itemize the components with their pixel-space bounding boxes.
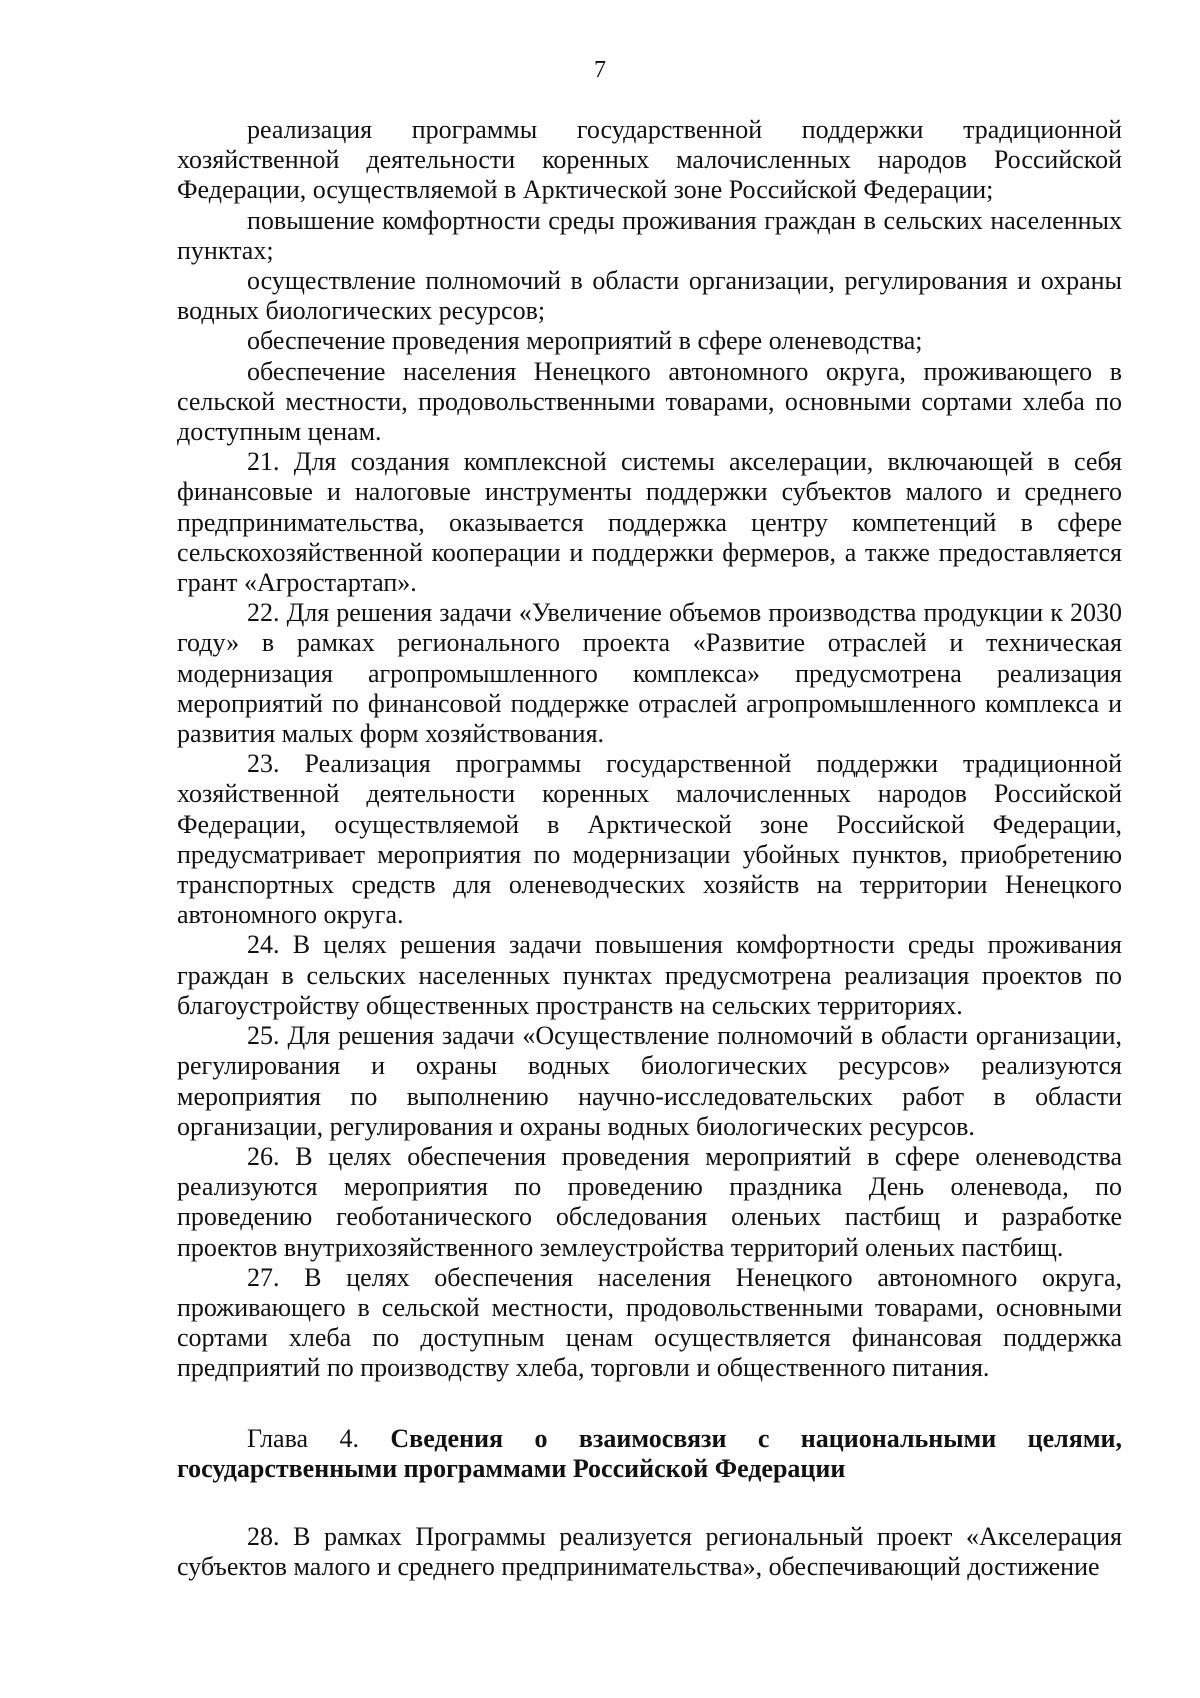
paragraph-22: 22. Для решения задачи «Увеличение объемов производства продукции к 2030 году» в рамках регионального проекта «Развитие отраслей и техническая модернизация агропромышленного комплекса» предусмотрена реализация мероприятий по финансовой поддержке отраслей агропромышленного комплекса и развития малых форм хозяйствования. (177, 598, 1122, 749)
paragraph-list-item: реализация программы государственной поддержки традиционной хозяйственной деятельности коренных малочисленных народов Российской Федерации, осуществляемой в Арктической зоне Российской Федерации; (177, 115, 1122, 205)
paragraph-list-item: осуществление полномочий в области организации, регулирования и охраны водных биологических ресурсов; (177, 266, 1122, 326)
paragraph-24: 24. В целях решения задачи повышения комфортности среды проживания граждан в сельских населенных пунктах предусмотрена реализация проектов по благоустройству общественных пространств на сельских территориях. (177, 930, 1122, 1020)
paragraph-list-item: повышение комфортности среды проживания граждан в сельских населенных пунктах; (177, 205, 1122, 265)
document-body (177, 115, 1122, 1582)
page-number: 7 (594, 57, 606, 83)
paragraph-list-item: обеспечение проведения мероприятий в сфере оленеводства; (247, 326, 923, 356)
paragraph-25: 25. Для решения задачи «Осуществление полномочий в области организации, регулирования и охраны водных биологических ресурсов» реализуются мероприятия по выполнению научно-исследовательских работ в области организации, регулирования и охраны водных биологических ресурсов. (177, 1021, 1122, 1141)
paragraph-21: 21. Для создания комплексной системы акселерации, включающей в себя финансовые и налоговые инструменты поддержки субъектов малого и среднего предпринимательства, оказывается поддержка центру компетенций в сфере сельскохозяйственной кооперации и поддержки фермеров, а также предоставляется грант «Агростартап». (177, 447, 1122, 598)
chapter-heading (177, 1424, 1122, 1484)
paragraph-23: 23. Реализация программы государственной поддержки традиционной хозяйственной деятельности коренных малочисленных народов Российской Федерации, осуществляемой в Арктической зоне Российской Федерации, предусматривает мероприятия по модернизации убойных пунктов, приобретению транспортных средств для оленеводческих хозяйств на территории Ненецкого автономного округа. (177, 749, 1122, 930)
paragraph-26: 26. В целях обеспечения проведения мероприятий в сфере оленеводства реализуются мероприятия по проведению праздника День оленевода, по проведению геоботанического обследования оленьих пастбищ и разработке проектов внутрихозяйственного землеустройства территорий оленьих пастбищ. (177, 1141, 1122, 1262)
paragraph-27: 27. В целях обеспечения населения Ненецкого автономного округа, проживающего в сельской местности, продовольственными товарами, основными сортами хлеба по доступным ценам осуществляется финансовая поддержка предприятий по производству хлеба, торговли и общественного питания. (177, 1262, 1122, 1383)
paragraph-list-item: обеспечение населения Ненецкого автономного округа, проживающего в сельской местности, продовольственными товарами, основными сортами хлеба по доступным ценам. (177, 356, 1122, 447)
chapter-prefix: Глава 4. (247, 1423, 359, 1453)
chapter-title: Сведения о взаимосвязи с национальными целями, государственными программами Российской Федерации (177, 1423, 1123, 1483)
paragraph-28: 28. В рамках Программы реализуется региональный проект «Акселерация субъектов малого и среднего предпринимательства», обеспечивающий достижение (177, 1521, 1122, 1582)
